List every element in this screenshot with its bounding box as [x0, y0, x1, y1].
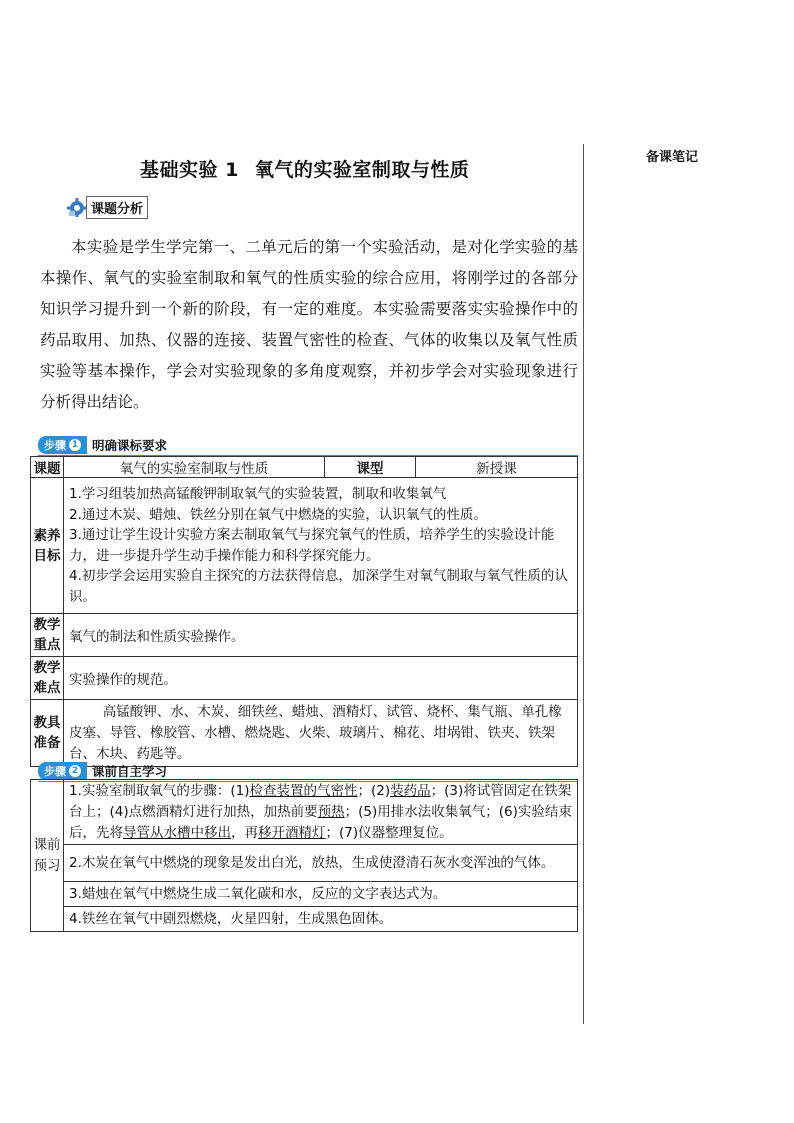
goals-content — [64, 478, 578, 614]
analysis-tag — [66, 196, 148, 218]
type-label: 课型 — [325, 457, 416, 478]
equip-value: 高锰酸钾、水、木炭、细铁丝、蜡烛、酒精灯、试管、烧杯、集气瓶、单孔橡皮塞、导管、橡胶管、水槽、燃烧匙、火柴、玻璃片、棉花、坩埚钳、铁夹、铁架台、木块、药匙等。 — [64, 700, 578, 767]
title-part1: 基础实验 1 — [140, 159, 239, 181]
difficulty-row — [31, 657, 578, 700]
key-row — [31, 614, 578, 657]
step1-title: 明确课标要求 — [92, 438, 168, 453]
step1-badge: 步骤 1 — [38, 436, 87, 454]
equip-row — [31, 700, 578, 767]
step1-header — [38, 436, 167, 454]
standards-table — [30, 456, 578, 767]
goals-row — [31, 478, 578, 614]
key-label: 教学 重点 — [31, 614, 64, 657]
difficulty-label: 教学 难点 — [31, 657, 64, 700]
step1-number: 1 — [69, 439, 81, 451]
key-value: 氧气的制法和性质实验操作。 — [64, 614, 578, 657]
step2-title: 课前自主学习 — [92, 764, 168, 779]
analysis-tag-label: 课题分析 — [86, 196, 148, 219]
preview-table — [30, 779, 578, 932]
preview-row — [31, 882, 578, 907]
step2-header — [38, 762, 167, 780]
preview-row — [31, 907, 578, 932]
goals-label: 素养 目标 — [31, 478, 64, 614]
goal-item: 3.通过让学生设计实验方案去制取氧气与探究氧气的性质，培养学生的实验设计能力，进一步提升学生动手操作能力和科学探究能力。 — [69, 527, 555, 564]
equip-label: 教具 准备 — [31, 700, 64, 767]
page-title — [140, 155, 469, 182]
preview-item-2: 2.木炭在氧气中燃烧的现象是发出白光，放热，生成使澄清石灰水变浑浊的气体。 — [64, 845, 578, 882]
step2-number: 2 — [69, 765, 81, 777]
preview-row — [31, 780, 578, 845]
goal-item: 4.初步学会运用实验自主探究的方法获得信息，加深学生对氧气制取与氧气性质的认识。 — [69, 568, 568, 605]
preview-item-3: 3.蜡烛在氧气中燃烧生成二氧化碳和水，反应的文字表达式为。 — [64, 882, 578, 907]
analysis-paragraph: 本实验是学生学完第一、二单元后的第一个实验活动，是对化学实验的基本操作、氧气的实验室制取和氧气的性质实验的综合应用，将刚学过的各部分知识学习提升到一个新的阶段，有一定的难度。本实验需要落实实验操作中的药品取用、加热、仪器的连接、装置气密性的检查、气体的收集以及氧气性质实验等基本操作，学会对实验现象的多角度观察，并初步学会对实验现象进行分析得出结论。 — [40, 238, 578, 411]
preview-label: 课前 预习 — [31, 780, 64, 932]
notes-label: 备课笔记 — [646, 150, 699, 165]
gear-icon — [66, 196, 88, 218]
preview-item-1: 1.实验室制取氧气的步骤：(1)检查装置的气密性；(2)装药品；(3)将试管固定在铁架台上；(4)点燃酒精灯进行加热，加热前要预热；(5)用排水法收集氧气；(6)实验结束后，先将导管从水槽中移出，再移开酒精灯；(7)仪器整理复位。 — [64, 780, 578, 845]
goal-item: 1.学习组装加热高锰酸钾制取氧气的实验装置，制取和收集氧气 — [69, 486, 447, 502]
topic-value: 氧气的实验室制取与性质 — [64, 457, 325, 478]
difficulty-value: 实验操作的规范。 — [64, 657, 578, 700]
notes-divider — [583, 144, 584, 1024]
goal-item: 2.通过木炭、蜡烛、铁丝分别在氧气中燃烧的实验，认识氧气的性质。 — [69, 506, 487, 523]
topic-row — [31, 457, 578, 478]
preview-row — [31, 845, 578, 882]
preview-item-4: 4.铁丝在氧气中剧烈燃烧，火星四射，生成黑色固体。 — [64, 907, 578, 932]
topic-label: 课题 — [31, 457, 64, 478]
step2-badge: 步骤 2 — [38, 762, 87, 780]
title-part2: 氧气的实验室制取与性质 — [254, 159, 470, 181]
type-value: 新授课 — [416, 457, 578, 478]
